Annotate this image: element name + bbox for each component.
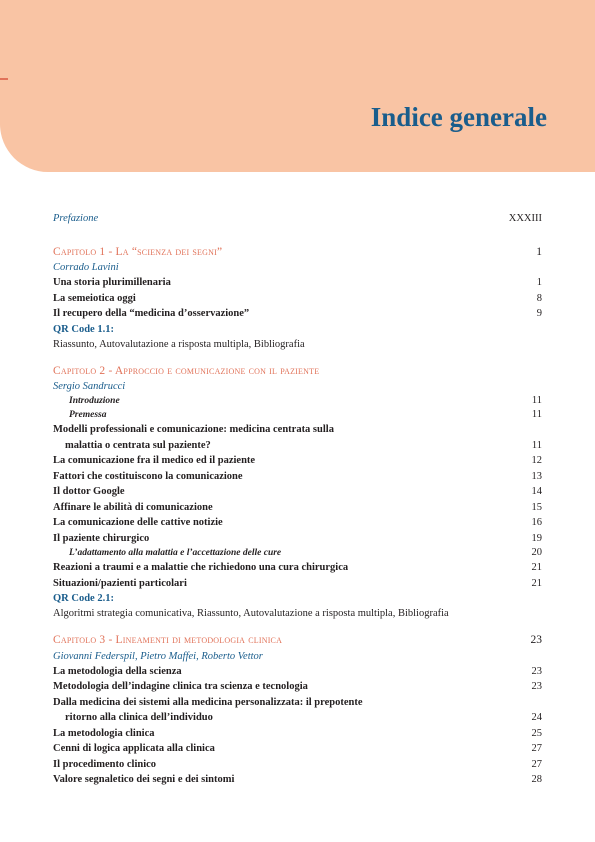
entry-page: 24: [531, 712, 542, 723]
entry-label: Premessa: [69, 410, 107, 420]
entry-page: 11: [531, 439, 542, 451]
chapter-1-author: Corrado Lavini: [53, 262, 119, 273]
chapter-2-author: Sergio Sandrucci: [53, 381, 126, 392]
chapter-2-heading[interactable]: [53, 364, 542, 380]
header-banner: [0, 0, 595, 172]
toc-subentry[interactable]: [53, 408, 542, 422]
chapter-3-author: Giovanni Federspil, Pietro Maffei, Roberto Vettor: [53, 650, 263, 662]
toc-entry[interactable]: [53, 741, 542, 757]
entry-page: 11: [531, 395, 542, 406]
toc-subentry[interactable]: [53, 546, 542, 560]
entry-label: Introduzione: [69, 396, 120, 406]
entry-label: Il procedimento clinico: [53, 758, 157, 770]
entry-label: Cenni di logica applicata alla clinica: [53, 743, 215, 754]
entry-page: 12: [531, 455, 542, 466]
entry-label: Il paziente chirurgico: [53, 532, 150, 544]
entry-page: 8: [536, 292, 542, 304]
chapter-title: Capitolo 1 - La “scienza dei segni”: [53, 245, 223, 258]
entry-label: L’adattamento alla malattia e l’accettazione delle cure: [69, 548, 282, 558]
entry-page: 23: [531, 681, 542, 692]
entry-label: Il recupero della “medicina d’osservazione”: [53, 308, 250, 319]
entry-label: malattia o centrata sul paziente?: [65, 439, 211, 451]
entry-label: Metodologia dell’indagine clinica tra scienza e tecnologia: [53, 681, 308, 692]
toc-entry[interactable]: [53, 275, 542, 291]
toc-entry[interactable]: [53, 469, 542, 485]
banner-accent-line: [0, 78, 8, 80]
chapter-3-heading[interactable]: [53, 633, 542, 649]
toc-subentry[interactable]: [53, 394, 542, 408]
entry-page: 21: [531, 577, 542, 589]
toc-entry[interactable]: [53, 560, 542, 576]
toc-entry-continued[interactable]: [53, 438, 542, 454]
entry-page: 16: [531, 517, 542, 528]
toc-entry[interactable]: [53, 576, 542, 592]
qr-code-1-label[interactable]: QR Code 1.1:: [53, 323, 114, 335]
toc-entry[interactable]: [53, 291, 542, 307]
toc-entry[interactable]: [53, 422, 542, 438]
entry-page: 20: [531, 547, 542, 558]
toc-entry[interactable]: [53, 306, 542, 322]
entry-label: Il dottor Google: [53, 486, 125, 497]
toc-entry[interactable]: [53, 664, 542, 680]
entry-label: La comunicazione fra il medico ed il paziente: [53, 455, 256, 466]
toc-entry[interactable]: [53, 726, 542, 742]
table-of-contents: [53, 211, 542, 788]
entry-label: Situazioni/pazienti particolari: [53, 577, 187, 589]
entry-page: 27: [531, 758, 542, 770]
entry-page: 14: [531, 486, 542, 497]
entry-label: La semeiotica oggi: [53, 292, 136, 304]
entry-label: Prefazione: [53, 213, 99, 224]
toc-entry[interactable]: [53, 695, 542, 711]
entry-label: Valore segnaletico dei segni e dei sintomi: [53, 774, 235, 785]
chapter-1-heading[interactable]: [53, 245, 542, 261]
entry-label: Una storia plurimillenaria: [53, 277, 171, 288]
toc-entry[interactable]: [53, 484, 542, 500]
chapter-page: 23: [530, 634, 542, 646]
toc-entry-preface[interactable]: [53, 211, 542, 227]
qr-code-2-description: Algoritmi strategia comunicativa, Riassunto, Autovalutazione a risposta multipla, Bibliografia: [53, 608, 449, 619]
chapter-page: 1: [536, 245, 542, 258]
toc-entry-continued[interactable]: [53, 710, 542, 726]
entry-page: 21: [531, 562, 542, 573]
entry-page: 15: [531, 501, 542, 513]
toc-entry[interactable]: [53, 531, 542, 547]
entry-page: 28: [531, 774, 542, 785]
entry-label: La metodologia clinica: [53, 727, 155, 739]
entry-label: La comunicazione delle cattive notizie: [53, 517, 223, 528]
toc-entry[interactable]: [53, 515, 542, 531]
entry-page: XXXIII: [508, 213, 542, 224]
entry-page: 1: [536, 277, 542, 288]
entry-label: La metodologia della scienza: [53, 665, 182, 677]
entry-page: 9: [536, 308, 542, 319]
qr-code-2-label[interactable]: QR Code 2.1:: [53, 593, 114, 604]
entry-page: 13: [531, 470, 542, 482]
entry-page: 25: [531, 727, 542, 739]
entry-label: Affinare le abilità di comunicazione: [53, 501, 213, 513]
chapter-title: Capitolo 3 - Lineamenti di metodologia clinica: [53, 634, 283, 646]
toc-entry[interactable]: [53, 453, 542, 469]
chapter-title: Capitolo 2 - Approccio e comunicazione con il paziente: [53, 364, 320, 377]
toc-entry[interactable]: [53, 679, 542, 695]
entry-label: Modelli professionali e comunicazione: medicina centrata sulla: [53, 424, 334, 435]
entry-label: Dalla medicina dei sistemi alla medicina personalizzata: il prepotente: [53, 696, 363, 708]
entry-label: Fattori che costituiscono la comunicazione: [53, 470, 243, 482]
page-title: Indice generale: [370, 102, 547, 132]
entry-label: Reazioni a traumi e a malattie che richiedono una cura chirurgica: [53, 562, 349, 573]
toc-entry[interactable]: [53, 757, 542, 773]
entry-page: 11: [531, 409, 542, 420]
entry-page: 27: [531, 743, 542, 754]
entry-page: 23: [531, 665, 542, 677]
toc-entry[interactable]: [53, 772, 542, 788]
toc-entry[interactable]: [53, 500, 542, 516]
entry-label: ritorno alla clinica dell’individuo: [65, 712, 213, 723]
entry-page: 19: [531, 532, 542, 544]
qr-code-1-description: Riassunto, Autovalutazione a risposta multipla, Bibliografia: [53, 338, 305, 350]
